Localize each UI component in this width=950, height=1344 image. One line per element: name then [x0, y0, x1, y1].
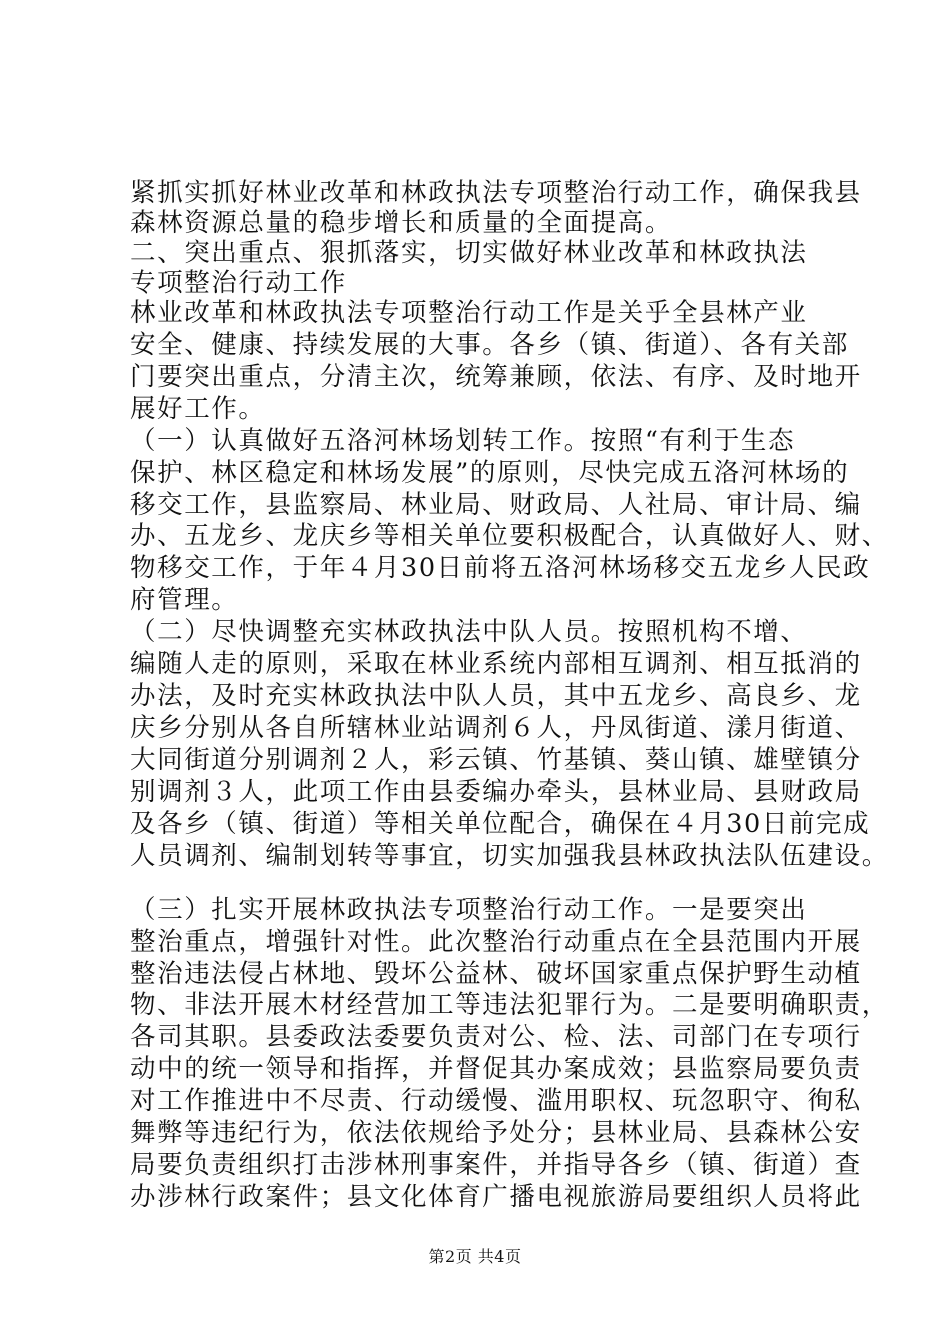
text-line: 物移交工作，于年４月30日前将五洛河林场移交五龙乡人民政 — [130, 553, 871, 584]
text-line: 府管理。 — [130, 585, 239, 616]
text-line: 移交工作，县监察局、林业局、财政局、人社局、审计局、编 — [130, 489, 862, 520]
text-line: 保护、林区稳定和林场发展”的原则，尽快完成五洛河林场的 — [130, 457, 850, 488]
text-line: 庆乡分别从各自所辖林业站调剂６人，丹凤街道、漾月街道、 — [130, 713, 862, 744]
text-line: 办法，及时充实林政执法中队人员，其中五龙乡、高良乡、龙 — [130, 681, 862, 712]
text-line: 办、五龙乡、龙庆乡等相关单位要积极配合，认真做好人、财、 — [130, 521, 889, 552]
text-line: 物、非法开展木材经营加工等违法犯罪行为。二是要明确职责， — [130, 990, 889, 1021]
section-heading-line: 专项整治行动工作 — [130, 268, 347, 298]
text-line: 办涉林行政案件；县文化体育广播电视旅游局要组织人员将此 — [130, 1182, 862, 1212]
text-line: 整治违法侵占林地、毁坏公益林、破坏国家重点保护野生动植 — [130, 958, 862, 989]
text-line: 林业改革和林政执法专项整治行动工作是关乎全县林产业 — [130, 298, 808, 328]
text-line: 大同街道分别调剂２人，彩云镇、竹基镇、葵山镇、雄壁镇分 — [130, 744, 862, 775]
text-line: 整治重点，增强针对性。此次整治行动重点在全县范围内开展 — [130, 926, 862, 957]
text-line: 紧抓实抓好林业改革和林政执法专项整治行动工作，确保我县 — [130, 178, 862, 208]
text-line: （二）尽快调整充实林政执法中队人员。按照机构不增、 — [130, 617, 808, 648]
text-line: 别调剂３人，此项工作由县委编办牵头，县林业局、县财政局 — [130, 776, 862, 807]
text-line: （三）扎实开展林政执法专项整治行动工作。一是要突出 — [130, 894, 808, 925]
text-line: 对工作推进中不尽责、行动缓慢、滥用职权、玩忽职守、徇私 — [130, 1086, 862, 1117]
text-line: 门要突出重点，分清主次，统筹兼顾，依法、有序、及时地开 — [130, 361, 862, 392]
text-line: 编随人走的原则，采取在林业系统内部相互调剂、相互抵消的 — [130, 649, 862, 680]
page-number-footer: 第2页 共4页 — [428, 1247, 522, 1266]
text-line: 舞弊等违纪行为，依法依规给予处分；县林业局、县森林公安 — [130, 1118, 862, 1149]
text-line: 动中的统一领导和指挥，并督促其办案成效；县监察局要负责 — [130, 1054, 862, 1085]
section-heading-line: 二、突出重点、狠抓落实，切实做好林业改革和林政执法 — [130, 238, 808, 268]
text-line: 局要负责组织打击涉林刑事案件，并指导各乡（镇、街道）查 — [130, 1150, 862, 1181]
text-line: （一）认真做好五洛河林场划转工作。按照“有利于生态 — [130, 425, 796, 456]
text-line: 及各乡（镇、街道）等相关单位配合，确保在４月30日前完成 — [130, 808, 871, 839]
text-line: 展好工作。 — [130, 393, 266, 424]
text-line: 安全、健康、持续发展的大事。各乡（镇、街道）、各有关部 — [130, 329, 849, 360]
text-line: 森林资源总量的稳步增长和质量的全面提高。 — [130, 208, 673, 238]
text-line: 人员调剂、编制划转等事宜，切实加强我县林政执法队伍建设。 — [130, 840, 889, 871]
text-line: 各司其职。县委政法委要负责对公、检、法、司部门在专项行 — [130, 1022, 862, 1053]
